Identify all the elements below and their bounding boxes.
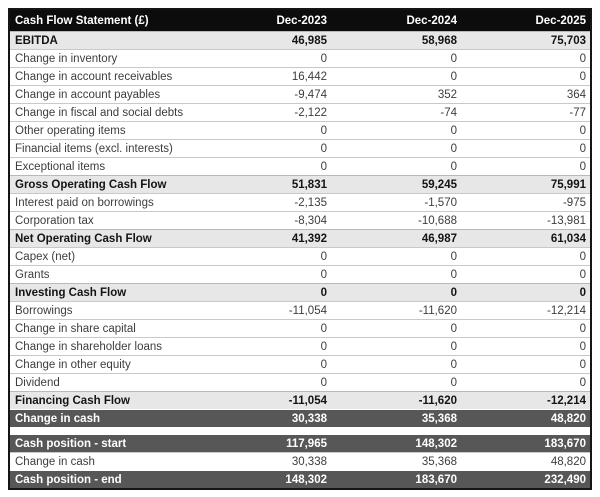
row-value: -12,214 (461, 392, 591, 410)
column-header-dec-2025: Dec-2025 (461, 9, 591, 32)
row-value: 0 (201, 320, 331, 338)
table-row (9, 356, 591, 374)
row-label: Net Operating Cash Flow (9, 230, 201, 248)
table-row (9, 32, 591, 50)
row-value: 0 (331, 266, 461, 284)
table-row (9, 410, 591, 428)
row-label: Change in inventory (9, 50, 201, 68)
row-label: Grants (9, 266, 201, 284)
row-value: -12,214 (461, 302, 591, 320)
row-label: Exceptional items (9, 158, 201, 176)
table-row (9, 248, 591, 266)
table-row (9, 140, 591, 158)
row-value: 0 (461, 122, 591, 140)
row-value: -11,620 (331, 392, 461, 410)
row-label: Change in share capital (9, 320, 201, 338)
row-value: 0 (461, 320, 591, 338)
row-value: -74 (331, 104, 461, 122)
column-header-dec-2024: Dec-2024 (331, 9, 461, 32)
row-value: -11,054 (201, 302, 331, 320)
row-value: 364 (461, 86, 591, 104)
row-label: Other operating items (9, 122, 201, 140)
row-value: 0 (461, 158, 591, 176)
row-label: Change in other equity (9, 356, 201, 374)
row-value: 46,985 (201, 32, 331, 50)
row-label: Financial items (excl. interests) (9, 140, 201, 158)
row-label: Gross Operating Cash Flow (9, 176, 201, 194)
row-value: 30,338 (201, 410, 331, 428)
table-row (9, 86, 591, 104)
row-value: 0 (201, 140, 331, 158)
table-row (9, 453, 591, 471)
row-value: 48,820 (461, 410, 591, 428)
row-value: 183,670 (461, 435, 591, 453)
row-value: 0 (461, 374, 591, 392)
row-value: 0 (201, 266, 331, 284)
row-value: 0 (201, 356, 331, 374)
table-row (9, 338, 591, 356)
table-body (9, 32, 591, 490)
row-value: 35,368 (331, 410, 461, 428)
row-label: Interest paid on borrowings (9, 194, 201, 212)
table-row (9, 302, 591, 320)
row-value: -13,981 (461, 212, 591, 230)
row-label: Borrowings (9, 302, 201, 320)
row-value: 0 (201, 248, 331, 266)
row-value: 0 (201, 158, 331, 176)
row-value: 0 (461, 140, 591, 158)
row-value: 0 (201, 122, 331, 140)
row-value: 0 (461, 338, 591, 356)
row-value: 117,965 (201, 435, 331, 453)
table-row (9, 392, 591, 410)
row-label: Change in cash (9, 453, 201, 471)
row-label: Change in cash (9, 410, 201, 428)
row-value: -11,620 (331, 302, 461, 320)
table-title: Cash Flow Statement (£) (9, 9, 201, 32)
row-value: 75,991 (461, 176, 591, 194)
row-value: 0 (461, 248, 591, 266)
table-row (9, 230, 591, 248)
table-header-row (9, 9, 591, 32)
row-value: 183,670 (331, 471, 461, 490)
table-row (9, 374, 591, 392)
table-row (9, 68, 591, 86)
row-value: 0 (331, 320, 461, 338)
row-value: 59,245 (331, 176, 461, 194)
row-value: 352 (331, 86, 461, 104)
column-header-dec-2023: Dec-2023 (201, 9, 331, 32)
row-label: Dividend (9, 374, 201, 392)
row-value: 148,302 (201, 471, 331, 490)
row-label: Change in account payables (9, 86, 201, 104)
table-row (9, 194, 591, 212)
table-row (9, 320, 591, 338)
table-row (9, 266, 591, 284)
row-value: 0 (331, 158, 461, 176)
row-value: -2,135 (201, 194, 331, 212)
row-value: 0 (331, 122, 461, 140)
row-value: -11,054 (201, 392, 331, 410)
row-value: 51,831 (201, 176, 331, 194)
table-row (9, 471, 591, 490)
row-value: 48,820 (461, 453, 591, 471)
row-value: -1,570 (331, 194, 461, 212)
row-value: 0 (461, 266, 591, 284)
table-row (9, 176, 591, 194)
row-value: 0 (461, 50, 591, 68)
row-value: -9,474 (201, 86, 331, 104)
table-row (9, 212, 591, 230)
row-value: 0 (201, 374, 331, 392)
row-label: Financing Cash Flow (9, 392, 201, 410)
row-value: -2,122 (201, 104, 331, 122)
row-value: 46,987 (331, 230, 461, 248)
row-label: Change in shareholder loans (9, 338, 201, 356)
row-label: Cash position - end (9, 471, 201, 490)
row-label: Investing Cash Flow (9, 284, 201, 302)
row-label: Change in fiscal and social debts (9, 104, 201, 122)
row-value: 0 (201, 50, 331, 68)
row-label: Cash position - start (9, 435, 201, 453)
row-label: Change in account receivables (9, 68, 201, 86)
row-value: 0 (331, 356, 461, 374)
row-value: 41,392 (201, 230, 331, 248)
row-label: EBITDA (9, 32, 201, 50)
row-label: Corporation tax (9, 212, 201, 230)
row-value: 0 (331, 338, 461, 356)
table-row (9, 104, 591, 122)
row-value: 0 (331, 248, 461, 266)
row-value: -10,688 (331, 212, 461, 230)
row-value: 232,490 (461, 471, 591, 490)
row-value: 0 (331, 284, 461, 302)
table-row (9, 284, 591, 302)
row-value: 35,368 (331, 453, 461, 471)
row-value: 0 (201, 338, 331, 356)
row-value: 0 (461, 356, 591, 374)
row-value: 75,703 (461, 32, 591, 50)
row-label: Capex (net) (9, 248, 201, 266)
row-value: 0 (201, 284, 331, 302)
row-value: 0 (331, 68, 461, 86)
table-row (9, 122, 591, 140)
row-value: 58,968 (331, 32, 461, 50)
table-row (9, 50, 591, 68)
row-value: 0 (331, 50, 461, 68)
spacer-cell (9, 428, 591, 435)
row-value: 148,302 (331, 435, 461, 453)
row-value: -8,304 (201, 212, 331, 230)
spacer-row (9, 428, 591, 435)
table-row (9, 435, 591, 453)
row-value: 0 (461, 284, 591, 302)
row-value: 16,442 (201, 68, 331, 86)
row-value: 30,338 (201, 453, 331, 471)
row-value: -77 (461, 104, 591, 122)
cash-flow-table (8, 8, 592, 490)
row-value: -975 (461, 194, 591, 212)
table-row (9, 158, 591, 176)
row-value: 0 (461, 68, 591, 86)
row-value: 0 (331, 140, 461, 158)
row-value: 61,034 (461, 230, 591, 248)
row-value: 0 (331, 374, 461, 392)
